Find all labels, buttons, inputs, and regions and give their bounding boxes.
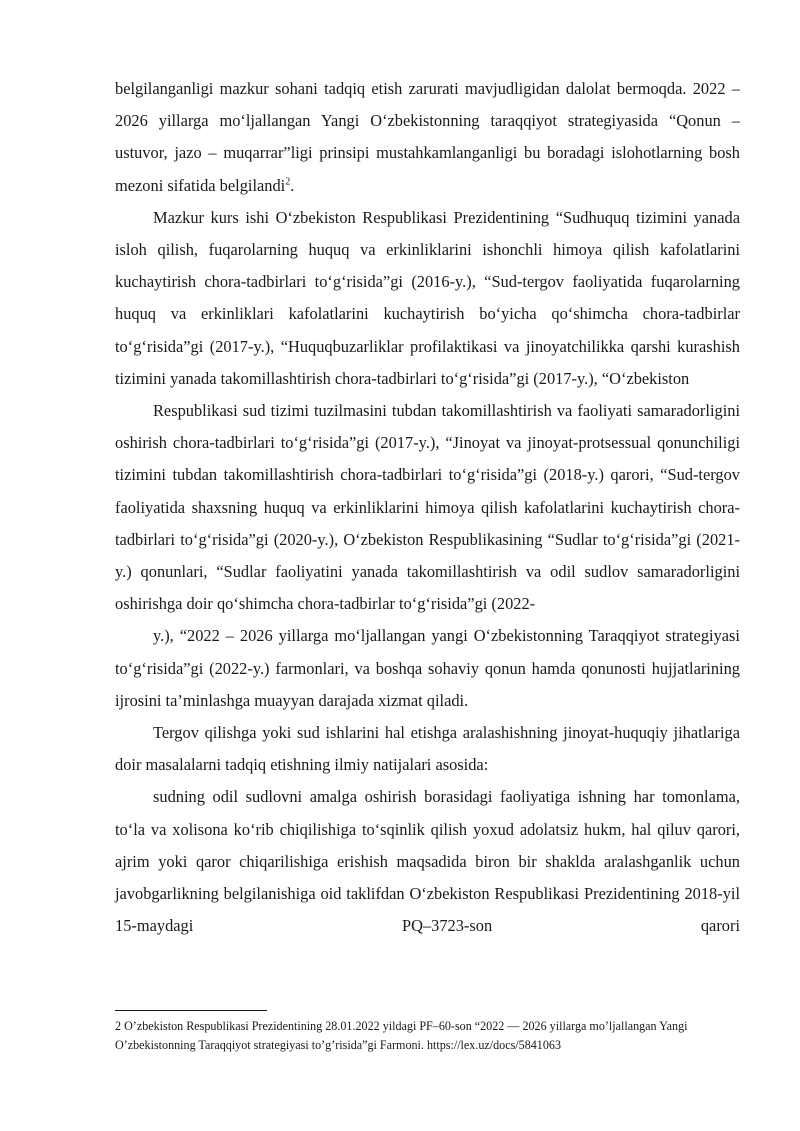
footnote-reference[interactable]: 2 xyxy=(285,176,291,188)
paragraph-1-text: belgilanganligi mazkur sohani tadqiq etish zarurati mavjudligidan dalolat bermoqda. 2022 – 2026 yillarga mo‘ljallangan Yangi O‘zbekistonning taraqqiyot strategiyasida “Qonun – ustuvor, jazo – muqarrar”ligi prinsipi mustahkamlanganligi bu boradagi islohotlarning bosh mezoni sifatida belgilandi xyxy=(115,79,740,195)
body-text xyxy=(115,73,740,942)
paragraph-3: Respublikasi sud tizimi tuzilmasini tubdan takomillashtirish va faoliyati samaradorligini oshirish chora-tadbirlari to‘g‘risida”gi (2017-y.), “Jinoyat va jinoyat-protsessual qonunchiligi tizimini tubdan takomillashtirish chora-tadbirlari to‘g‘risida”gi (2018-y.) qarori, “Sud-tergov faoliyatida shaxsning huquq va erkinliklarini himoya qilish kafolatlarini kuchaytirish chora-tadbirlari to‘g‘risida”gi (2020-y.), O‘zbekiston Respublikasining “Sudlar to‘g‘risida”gi (2021-y.) qonunlari, “Sudlar faoliyatini yanada takomillashtirish va odil sudlov samaradorligini oshirishga doir qo‘shimcha chora-tadbirlar to‘g‘risida”gi (2022- xyxy=(115,401,740,614)
paragraph-2: Mazkur kurs ishi O‘zbekiston Respublikasi Prezidentining “Sudhuquq tizimini yanada isloh qilish, fuqarolarning huquq va erkinliklarini ishonchli himoya qilish kafolatlarini kuchaytirish chora-tadbirlari to‘g‘risida”gi (2016-y.), “Sud-tergov faoliyatida fuqarolarning huquq va erkinliklari kafolatlarini kuchaytirish bo‘yicha qo‘shimcha chora-tadbirlar to‘g‘risida”gi (2017-y.), “Huquqbuzarliklar profilaktikasi va jinoyatchilikka qarshi kurashish tizimini yanada takomillashtirish chora-tadbirlari to‘g‘risida”gi (2017-y.), “O‘zbekiston xyxy=(115,207,740,388)
footnote: 2 O’zbekiston Respublikasi Prezidentining 28.01.2022 yildagi PF–60-son “2022 — 2026 yillarga mo’ljallangan Yangi O’zbekistonning Taraqqiyot strategiyasi to’g’risida”gi Farmoni. https://lex.uz/docs/5841063 xyxy=(115,1019,688,1052)
paragraph-5: Tergov qilishga yoki sud ishlarini hal etishga aralashishning jinoyat-huquqiy jihatlariga doir masalalarni tadqiq etishning ilmiy natijalari asosida: xyxy=(115,723,740,775)
paragraph-6: sudning odil sudlovni amalga oshirish borasidagi faoliyatiga ishning har tomonlama, to‘la va xolisona ko‘rib chiqilishiga to‘sqinlik qilish yoxud adolatsiz hukm, hal qiluv qarori, ajrim yoki qaror chiqarilishiga erishish maqsadida biron bir shaklda aralashganlik uchun javobgarlikning belgilanishiga oid taklifdan O‘zbekiston Respublikasi Prezidentining 2018-yil 15-maydagi PQ–3723-son qarori xyxy=(115,787,740,936)
paragraph-1 xyxy=(115,73,740,202)
paragraph-4: y.), “2022 – 2026 yillarga mo‘ljallangan yangi O‘zbekistonning Taraqqiyot strategiyasi to‘g‘risida”gi (2022-y.) farmonlari, va boshqa sohaviy qonun hamda qonunosti hujjatlarining ijrosini ta’minlashga muayyan darajada xizmat qiladi. xyxy=(115,626,740,710)
footnote-separator xyxy=(115,1010,267,1011)
paragraph-1-tail: . xyxy=(290,175,295,195)
